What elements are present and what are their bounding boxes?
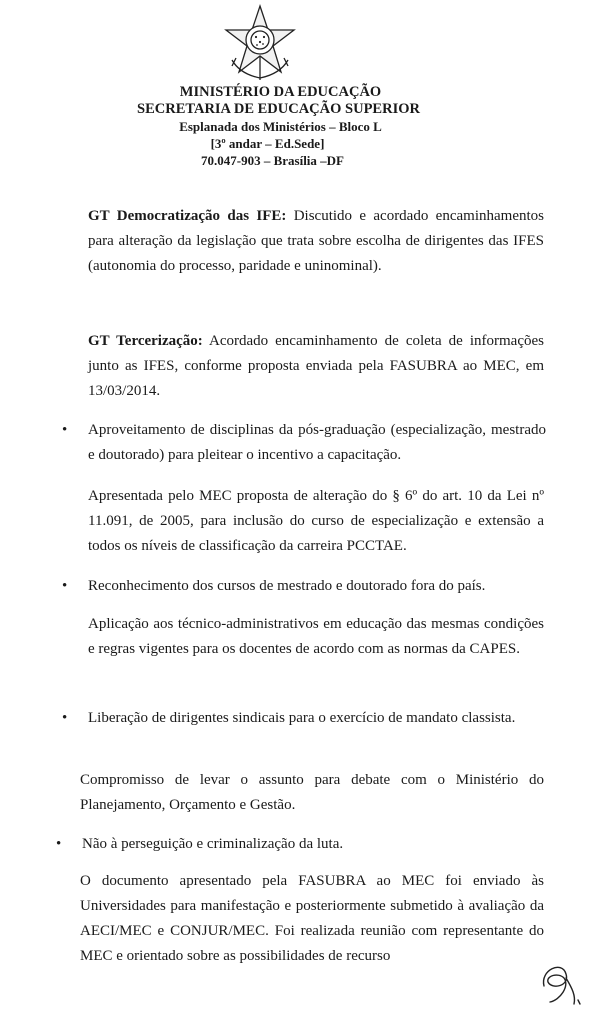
list-item-response xyxy=(88,484,544,559)
gt-tercerizacao-title: GT Tercerização: xyxy=(88,333,203,349)
postal-code-line: 70.047-903 – Brasília –DF xyxy=(201,153,344,168)
bullet-text: Reconhecimento dos cursos de mestrado e doutorado fora do país. xyxy=(88,578,486,594)
floor-line: [3º andar – Ed.Sede] xyxy=(210,136,325,151)
response-text: Compromisso de levar o assunto para debate com o Ministério do Planejamento, Orçamento e Gestão. xyxy=(80,772,544,813)
ministry-name: MINISTÉRIO DA EDUCAÇÃO xyxy=(179,84,382,100)
letterhead xyxy=(0,84,601,169)
bullet-icon: • xyxy=(62,578,68,594)
secretariat-name: SECRETARIA DE EDUCAÇÃO SUPERIOR xyxy=(137,101,420,117)
bullet-icon: • xyxy=(62,710,68,726)
bullet-text: Aproveitamento de disciplinas da pós-graduação (especialização, mestrado e doutorado) para pleitear o incentivo a capacitação. xyxy=(88,422,546,463)
response-text: O documento apresentado pela FASUBRA ao MEC foi enviado às Universidades para manifestação e posteriormente submetido à avaliação da AECI/MEC e CONJUR/MEC. Foi realizada reunião com representante do MEC e orientado sobre as possibilidades de recurso xyxy=(80,873,544,964)
bullet-icon: • xyxy=(56,836,62,852)
bullet-text: Não à perseguição e criminalização da luta. xyxy=(82,836,344,852)
gt-democratizacao-paragraph xyxy=(88,204,544,279)
response-text: Apresentada pelo MEC proposta de alteração do § 6º do art. 10 da Lei nº 11.091, de 2005, para inclusão do curso de especialização e extensão a todos os níveis de classificação da carreira PCCTAE. xyxy=(88,488,544,554)
bullet-icon: • xyxy=(62,422,68,438)
list-item-response xyxy=(80,869,544,969)
list-item-response xyxy=(80,768,544,818)
bullet-text: Liberação de dirigentes sindicais para o exercício de mandato classista. xyxy=(88,710,516,726)
handwritten-initials xyxy=(530,956,590,1011)
gt-democratizacao-text: Discutido e acordado encaminhamentos para alteração da legislação que trata sobre escolha de dirigentes das IFES (autonomia do processo, paridade e uninominal). xyxy=(88,208,544,274)
gt-tercerizacao-paragraph xyxy=(88,329,544,404)
gt-tercerizacao-text: Acordado encaminhamento de coleta de informações junto as IFES, conforme proposta enviada pela FASUBRA ao MEC, em 13/03/2014. xyxy=(88,333,544,399)
gt-democratizacao-title: GT Democratização das IFE: xyxy=(88,208,287,224)
response-text: Aplicação aos técnico-administrativos em educação das mesmas condições e regras vigentes para os docentes de acordo com as normas da CAPES. xyxy=(88,616,544,657)
coat-of-arms-emblem xyxy=(220,2,300,82)
list-item-response xyxy=(88,612,544,662)
address-line: Esplanada dos Ministérios – Bloco L xyxy=(179,119,382,134)
